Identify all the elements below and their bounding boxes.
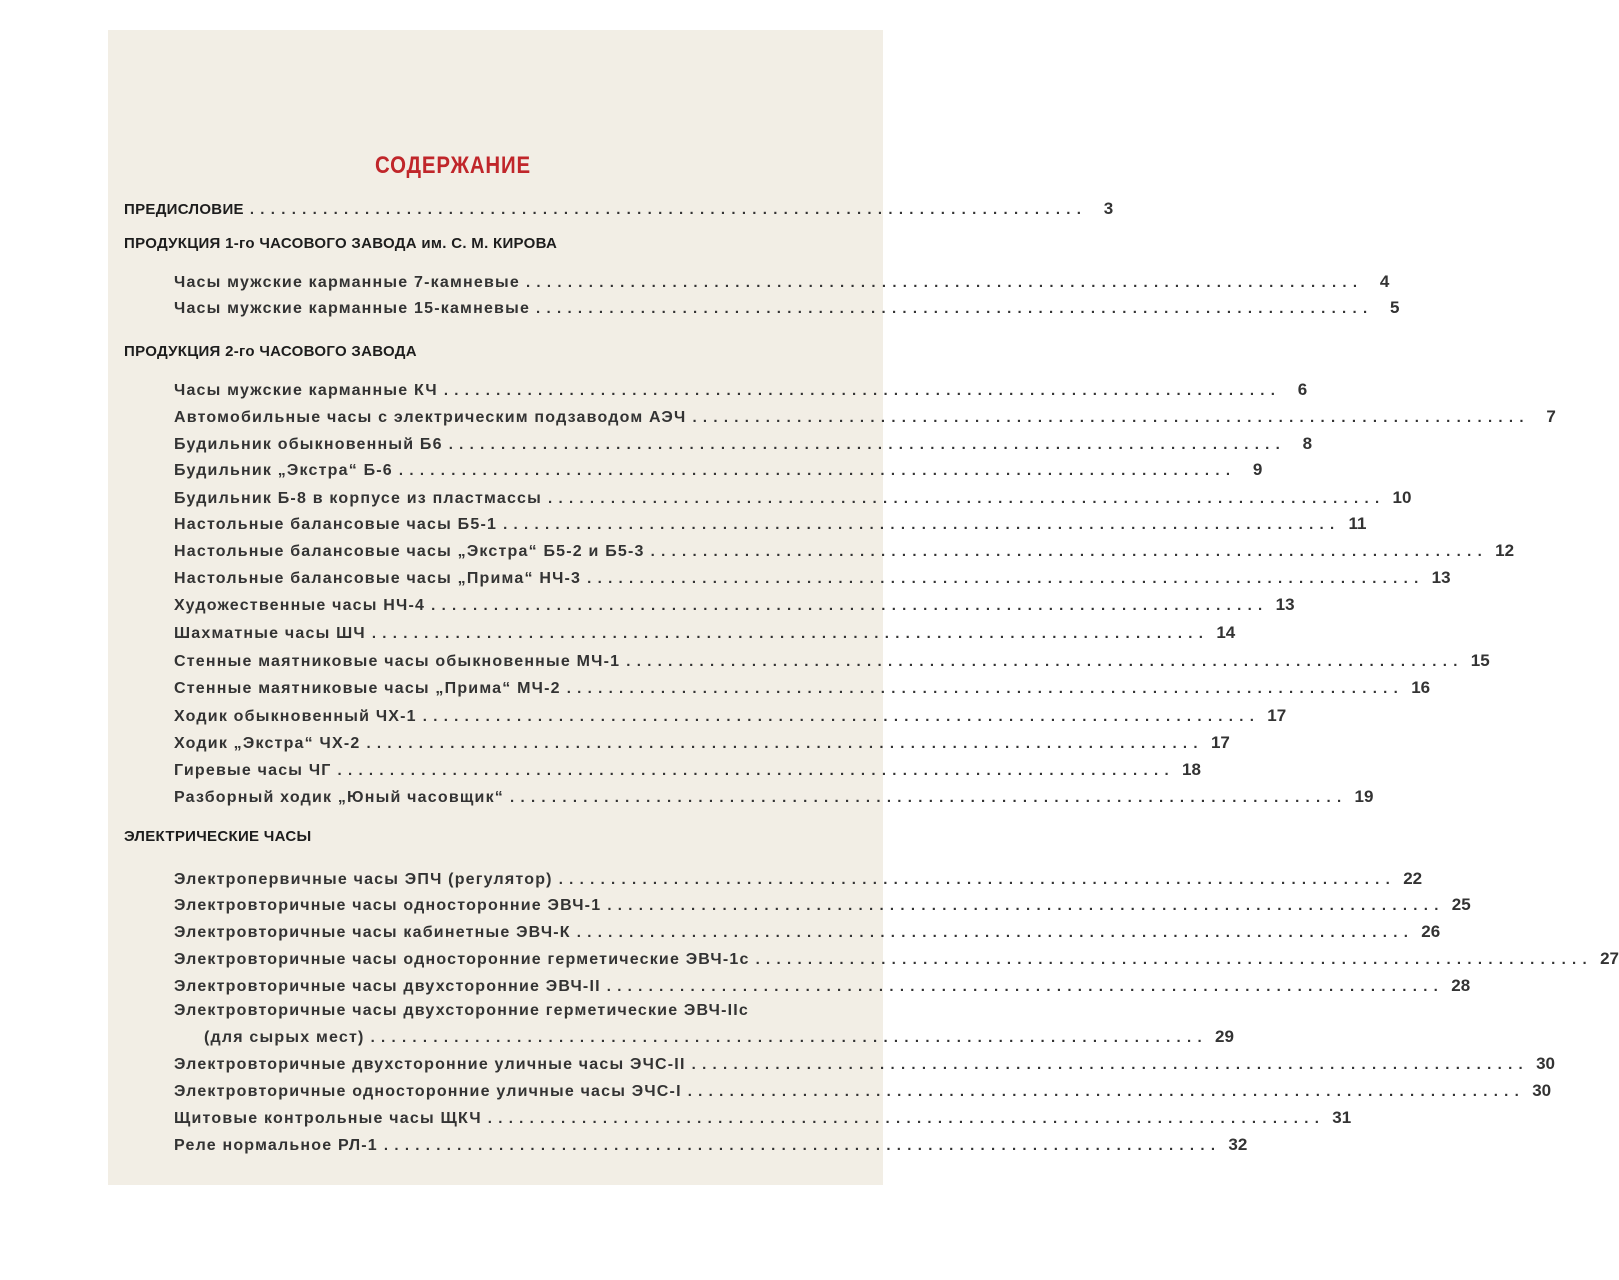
dot-leader: ................................................................................ xyxy=(587,570,1425,587)
dot-leader: ................................................................................ xyxy=(443,382,1282,399)
entry-title: Реле нормальное РЛ-1 xyxy=(174,1137,378,1154)
toc-section-heading xyxy=(124,343,826,360)
page-number: 15 xyxy=(1470,651,1490,670)
dot-leader: ................................................................................ xyxy=(398,462,1237,479)
page-number: 16 xyxy=(1411,678,1431,697)
page-number: 3 xyxy=(1103,199,1114,218)
toc-entry xyxy=(174,678,1431,698)
dot-leader: ................................................................................ xyxy=(755,951,1593,968)
dot-leader: ................................................................................ xyxy=(626,653,1464,670)
entry-title: Настольные балансовые часы Б5-1 xyxy=(174,516,498,533)
entry-title: Часы мужские карманные 15-камневые xyxy=(174,300,531,317)
toc-entry xyxy=(174,922,1441,942)
page-number: 30 xyxy=(1532,1081,1552,1100)
toc-entry xyxy=(174,595,1295,615)
page-number: 29 xyxy=(1215,1027,1234,1046)
entry-title: ПРОДУКЦИЯ 1-го ЧАСОВОГО ЗАВОДА им. С. М. КИРОВА xyxy=(124,235,558,252)
page-number: 31 xyxy=(1332,1108,1352,1127)
toc-entry xyxy=(174,1108,1352,1128)
entry-title: (для сырых мест) xyxy=(204,1029,365,1046)
dot-leader: ................................................................................ xyxy=(576,924,1415,941)
dot-leader: ................................................................................ xyxy=(422,708,1261,725)
entry-title: Гиревые часы ЧГ xyxy=(174,762,332,779)
page-number: 26 xyxy=(1421,922,1441,941)
entry-title: Часы мужские карманные 7-камневые xyxy=(174,274,520,291)
dot-leader: ................................................................................ xyxy=(691,1056,1530,1073)
page-number: 22 xyxy=(1403,869,1423,888)
page-number: 14 xyxy=(1216,623,1236,642)
toc-section-heading xyxy=(124,828,826,845)
entry-title: Шахматные часы ШЧ xyxy=(174,625,366,642)
dot-leader: ................................................................................ xyxy=(558,871,1397,888)
toc-entry xyxy=(204,1027,1234,1047)
entry-title: Электровторичные часы односторонние ЭВЧ-1 xyxy=(174,897,602,914)
page-number: 8 xyxy=(1302,434,1313,453)
dot-leader: ................................................................................ xyxy=(692,409,1530,426)
entry-title: Ходик „Экстра“ ЧХ-2 xyxy=(174,735,361,752)
page-number: 25 xyxy=(1451,895,1471,914)
entry-title: Настольные балансовые часы „Прима“ НЧ-3 xyxy=(174,570,582,587)
entry-title: Электровторичные часы двухсторонние ЭВЧ-II xyxy=(174,978,601,995)
toc-entry xyxy=(174,1081,1552,1101)
dot-leader: ................................................................................ xyxy=(650,543,1489,560)
toc-entry xyxy=(174,976,1471,996)
page-title: СОДЕРЖАНИЕ xyxy=(375,152,531,179)
toc-entry xyxy=(174,460,1263,480)
entry-title: Будильник обыкновенный Б6 xyxy=(174,436,443,453)
toc-entry xyxy=(174,869,1423,889)
toc-entry xyxy=(174,568,1451,588)
toc-section-heading xyxy=(124,199,1114,219)
dot-leader: ................................................................................ xyxy=(383,1137,1222,1154)
toc-entry xyxy=(174,380,1308,400)
page-number: 11 xyxy=(1348,514,1367,533)
page-number: 5 xyxy=(1389,298,1400,317)
toc-section-heading xyxy=(124,235,826,252)
toc-entry xyxy=(174,1002,826,1020)
entry-title: Электровторичные двухсторонние уличные часы ЭЧС-II xyxy=(174,1056,686,1073)
page-number: 27 xyxy=(1600,949,1619,968)
page-number: 30 xyxy=(1536,1054,1556,1073)
page-number: 17 xyxy=(1210,733,1230,752)
dot-leader: ................................................................................ xyxy=(510,789,1348,806)
dot-leader: ................................................................................ xyxy=(503,516,1341,533)
dot-leader: ................................................................................ xyxy=(687,1083,1526,1100)
dot-leader: ................................................................................ xyxy=(448,436,1287,453)
entry-title: Электровторичные часы односторонние герметические ЭВЧ-1с xyxy=(174,951,750,968)
page-number: 9 xyxy=(1252,460,1263,479)
page-number: 6 xyxy=(1297,380,1308,399)
toc-entry xyxy=(174,298,1400,318)
toc-entry xyxy=(174,895,1471,915)
toc-entry xyxy=(174,407,1556,427)
toc-entry xyxy=(174,949,1619,969)
dot-leader: ................................................................................ xyxy=(607,897,1445,914)
dot-leader: ................................................................................ xyxy=(370,1029,1208,1046)
toc-entry xyxy=(174,272,1390,292)
entry-title: Щитовые контрольные часы ЩКЧ xyxy=(174,1110,482,1127)
page-number: 4 xyxy=(1379,272,1390,291)
dot-leader: ................................................................................ xyxy=(249,201,1088,218)
page-number: 13 xyxy=(1275,595,1295,614)
entry-title: Разборный ходик „Юный часовщик“ xyxy=(174,789,505,806)
entry-title: Часы мужские карманные КЧ xyxy=(174,382,438,399)
entry-title: Художественные часы НЧ-4 xyxy=(174,597,426,614)
page-number: 32 xyxy=(1228,1135,1248,1154)
entry-title: Стенные маятниковые часы „Прима“ МЧ-2 xyxy=(174,680,561,697)
entry-title: ПРЕДИСЛОВИЕ xyxy=(124,201,244,218)
toc-entry xyxy=(174,733,1230,753)
entry-title: Электровторичные часы кабинетные ЭВЧ-К xyxy=(174,924,571,941)
dot-leader: ................................................................................ xyxy=(366,735,1204,752)
toc-entry xyxy=(174,1135,1248,1155)
dot-leader: ................................................................................ xyxy=(566,680,1405,697)
toc-entry xyxy=(174,434,1313,454)
dot-leader: ................................................................................ xyxy=(487,1110,1326,1127)
toc-entry xyxy=(174,623,1236,643)
dot-leader: ................................................................................ xyxy=(337,762,1175,779)
toc-entry xyxy=(174,787,1374,807)
entry-title: Стенные маятниковые часы обыкновенные МЧ-1 xyxy=(174,653,621,670)
entry-title: ПРОДУКЦИЯ 2-го ЧАСОВОГО ЗАВОДА xyxy=(124,343,417,360)
page-number: 19 xyxy=(1354,787,1374,806)
page-number: 28 xyxy=(1451,976,1471,995)
entry-title: Электропервичные часы ЭПЧ (регулятор) xyxy=(174,871,553,888)
entry-title: Настольные балансовые часы „Экстра“ Б5-2 и Б5-3 xyxy=(174,543,645,560)
page-number: 12 xyxy=(1495,541,1515,560)
entry-title: Будильник Б-8 в корпусе из пластмассы xyxy=(174,490,543,507)
entry-title: Ходик обыкновенный ЧХ-1 xyxy=(174,708,417,725)
toc-entry xyxy=(174,1054,1556,1074)
toc-entry xyxy=(174,541,1515,561)
entry-title: Электровторичные часы двухсторонние герметические ЭВЧ-IIс xyxy=(174,1002,750,1019)
dot-leader: ................................................................................ xyxy=(536,300,1374,317)
page-number: 10 xyxy=(1392,488,1412,507)
dot-leader: ................................................................................ xyxy=(371,625,1210,642)
toc-entry xyxy=(174,651,1490,671)
toc-entry xyxy=(174,488,1412,508)
dot-leader: ................................................................................ xyxy=(525,274,1364,291)
dot-leader: ................................................................................ xyxy=(548,490,1386,507)
toc-entry xyxy=(174,514,1367,534)
page-number: 17 xyxy=(1267,706,1287,725)
entry-title: Автомобильные часы с электрическим подзаводом АЭЧ xyxy=(174,409,687,426)
dot-leader: ................................................................................ xyxy=(431,597,1269,614)
toc-entry xyxy=(174,760,1201,780)
dot-leader: ................................................................................ xyxy=(606,978,1445,995)
page-number: 13 xyxy=(1431,568,1451,587)
entry-title: Электровторичные односторонние уличные часы ЭЧС-I xyxy=(174,1083,682,1100)
page-number: 18 xyxy=(1182,760,1201,779)
entry-title: ЭЛЕКТРИЧЕСКИЕ ЧАСЫ xyxy=(124,828,312,845)
toc-entry xyxy=(174,706,1287,726)
entry-title: Будильник „Экстра“ Б-6 xyxy=(174,462,393,479)
page-number: 7 xyxy=(1546,407,1556,426)
